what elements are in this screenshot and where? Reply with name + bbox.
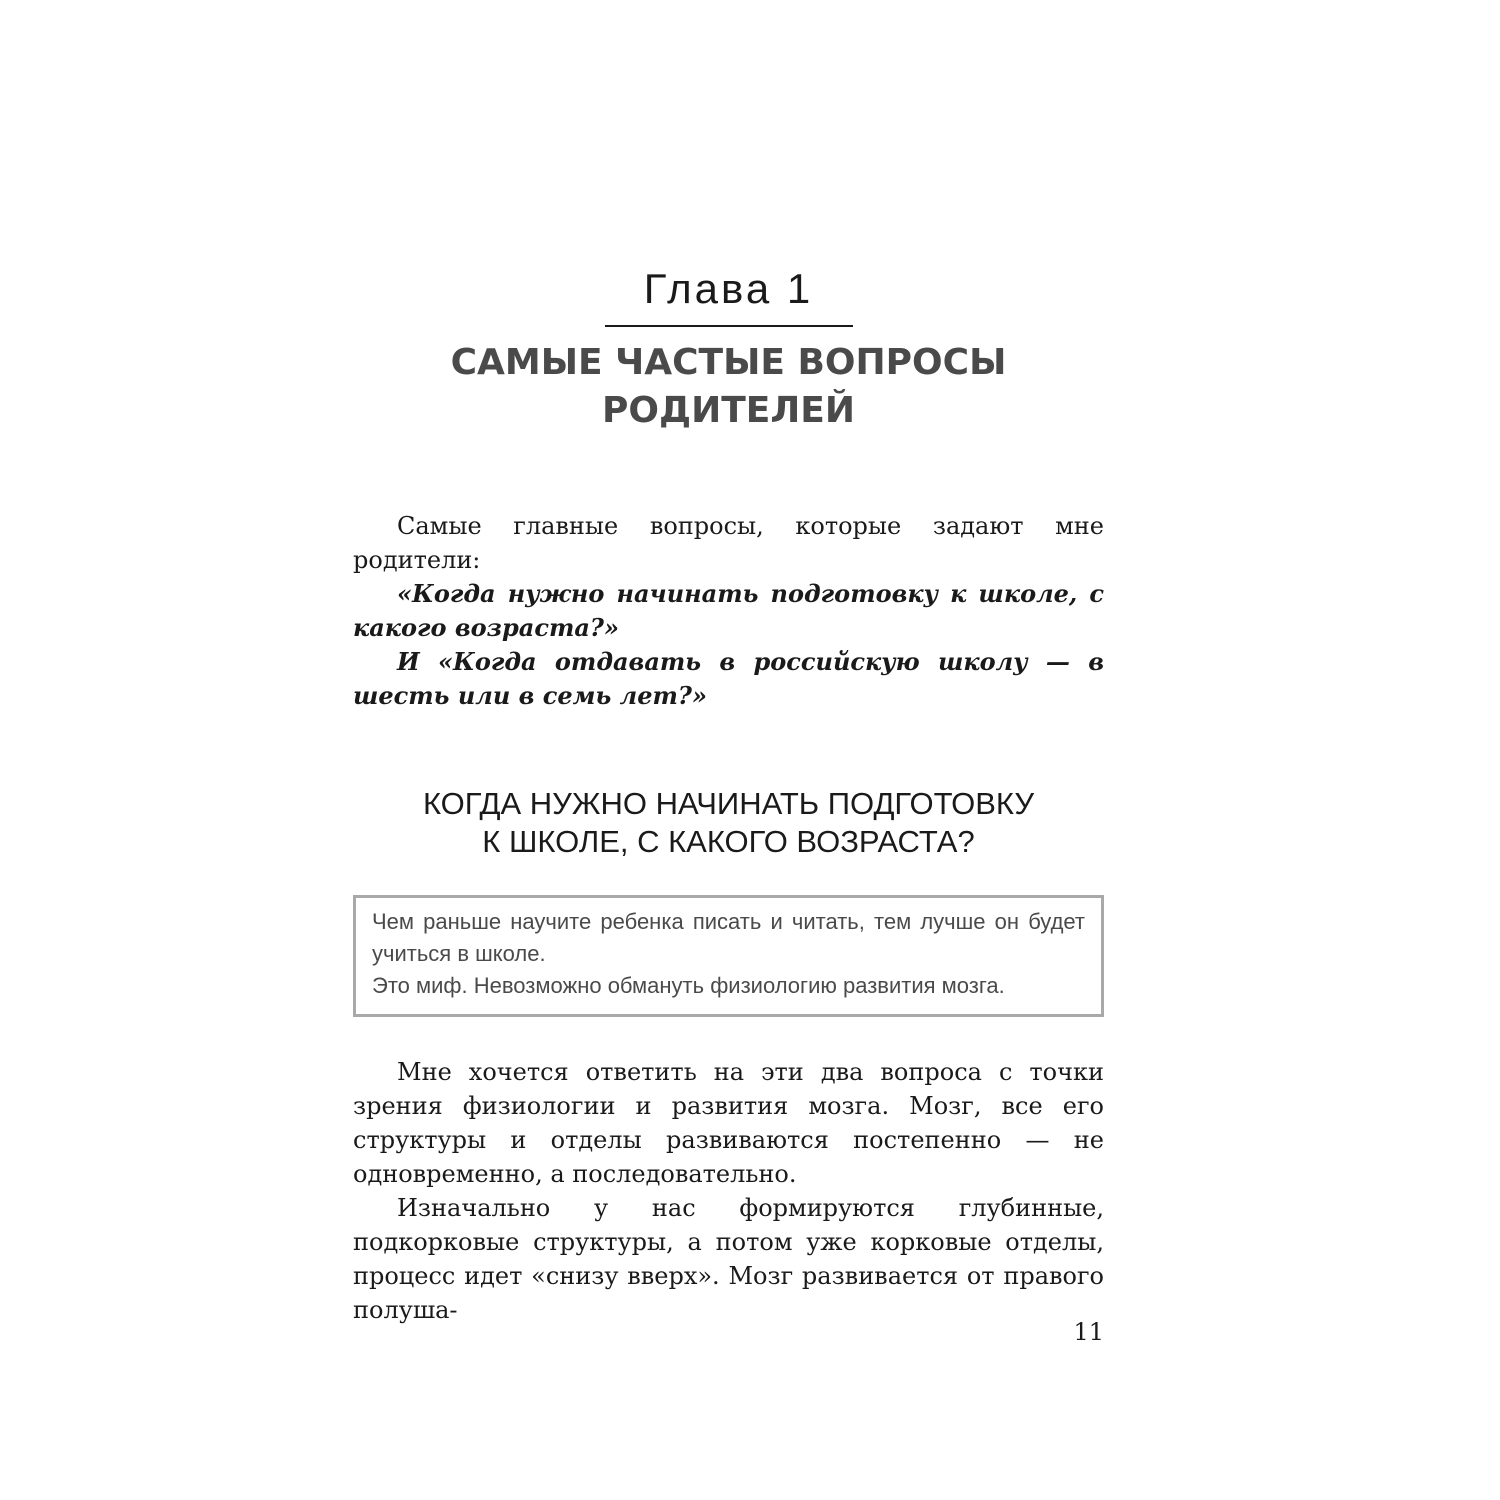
page-number: 11 [1073,1318,1104,1346]
chapter-divider [605,325,853,327]
section-title [353,785,1104,861]
intro-paragraph: Самые главные вопросы, которые задают мне родители: [353,512,1104,574]
myth-rebuttal: Это миф. Невозможно обмануть физиологию развития мозга. [372,973,1005,998]
chapter-title-line2: РОДИТЕЛЕЙ [602,390,855,431]
myth-box [353,895,1104,1017]
chapter-label: Глава 1 [643,265,814,312]
section-title-line2: К ШКОЛЕ, С КАКОГО ВОЗРАСТА? [482,824,975,859]
section-title-line1: КОГДА НУЖНО НАЧИНАТЬ ПОДГОТОВКУ [422,786,1035,821]
body-paragraph-2: Изначально у нас формируются глубинные, подкорковые структуры, а потом уже корковые отделы, процесс идет «снизу вверх». Мозг развивается от правого полуша- [353,1194,1104,1324]
body-paragraph-1: Мне хочется ответить на эти два вопроса с точки зрения физиологии и развития мозга. Мозг, все его структуры и отделы развиваются постепенно — не одновременно, а последовательно. [353,1058,1104,1188]
question-1: «Когда нужно начинать подготовку к школе, с какого возраста?» [353,579,1104,642]
book-page [353,258,1104,1327]
chapter-title [353,339,1104,435]
chapter-title-line1: САМЫЕ ЧАСТЫЕ ВОПРОСЫ [450,342,1007,383]
question-2: И «Когда отдавать в российскую школу — в шесть или в семь лет?» [353,647,1104,710]
myth-statement: Чем раньше научите ребенка писать и читать, тем лучше он будет учиться в школе. [372,909,1085,966]
